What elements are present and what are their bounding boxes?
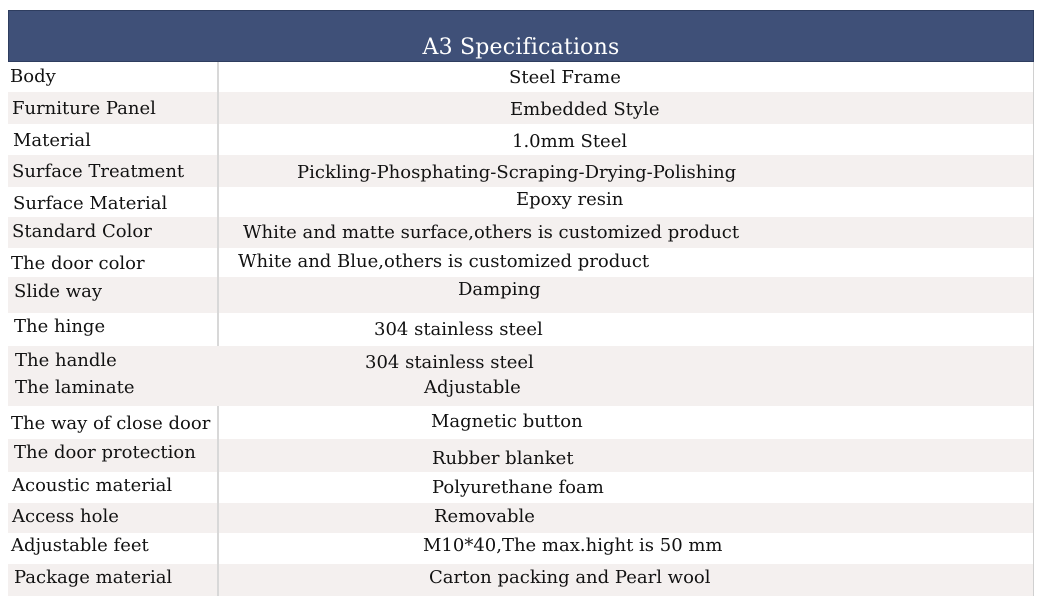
row-value: Steel Frame — [509, 67, 621, 88]
row-label: The hinge — [14, 316, 106, 337]
table-row-door-protection — [8, 439, 1034, 472]
table-row-furniture-panel — [8, 92, 1034, 124]
row-value: Carton packing and Pearl wool — [429, 567, 711, 588]
row-label: Access hole — [12, 506, 119, 527]
table-row-standard-color — [8, 217, 1034, 248]
table-row-adjustable-feet — [8, 533, 1034, 564]
table-header — [8, 10, 1034, 62]
row-label: Surface Treatment — [12, 161, 185, 182]
table-row-acoustic-material — [8, 472, 1034, 503]
row-label: The door color — [11, 253, 145, 274]
row-label: Furniture Panel — [12, 98, 156, 119]
row-label: Surface Material — [13, 193, 168, 214]
row-value: Removable — [434, 506, 535, 527]
row-value: White and matte surface,others is customized product — [243, 222, 740, 243]
table-row-handle-laminate — [8, 346, 1034, 406]
table-row-package-material — [8, 564, 1034, 596]
row-value: 304 stainless steel — [365, 352, 534, 373]
row-label: The way of close door — [11, 413, 211, 434]
table-row-access-hole — [8, 503, 1034, 533]
table-row-slide-way — [8, 277, 1034, 313]
row-label: The door protection — [14, 442, 196, 463]
table-row-material — [8, 124, 1034, 155]
row-label: Adjustable feet — [11, 535, 149, 556]
row-value: Pickling-Phosphating-Scraping-Drying-Polishing — [297, 162, 737, 183]
row-value: Adjustable — [424, 377, 521, 398]
table-row-close-door — [8, 406, 1034, 439]
table-row-surface-material — [8, 187, 1034, 217]
row-value: Epoxy resin — [516, 189, 624, 210]
row-value: Embedded Style — [510, 99, 660, 120]
row-value: M10*40,The max.hight is 50 mm — [423, 535, 723, 556]
row-value: Rubber blanket — [432, 448, 574, 469]
row-label: The handle — [15, 350, 117, 371]
table-row-hinge — [8, 313, 1034, 346]
table-title: A3 Specifications — [422, 35, 620, 60]
table-row-door-color — [8, 248, 1034, 277]
row-label: Standard Color — [12, 221, 152, 242]
row-label: Body — [10, 66, 56, 87]
row-value: Polyurethane foam — [432, 477, 604, 498]
row-value: 304 stainless steel — [374, 319, 543, 340]
row-value: Damping — [458, 279, 541, 300]
row-label: The laminate — [15, 377, 135, 398]
row-label: Acoustic material — [12, 475, 173, 496]
row-label: Material — [13, 130, 91, 151]
table-row-surface-treatment — [8, 155, 1034, 187]
row-label: Package material — [14, 567, 173, 588]
row-label: Slide way — [14, 281, 103, 302]
row-value: Magnetic button — [431, 411, 583, 432]
table-row-body — [8, 62, 1034, 92]
row-value: 1.0mm Steel — [512, 131, 628, 152]
table-right-border — [1033, 62, 1034, 596]
spec-table — [8, 10, 1034, 588]
row-value: White and Blue,others is customized product — [238, 251, 650, 272]
